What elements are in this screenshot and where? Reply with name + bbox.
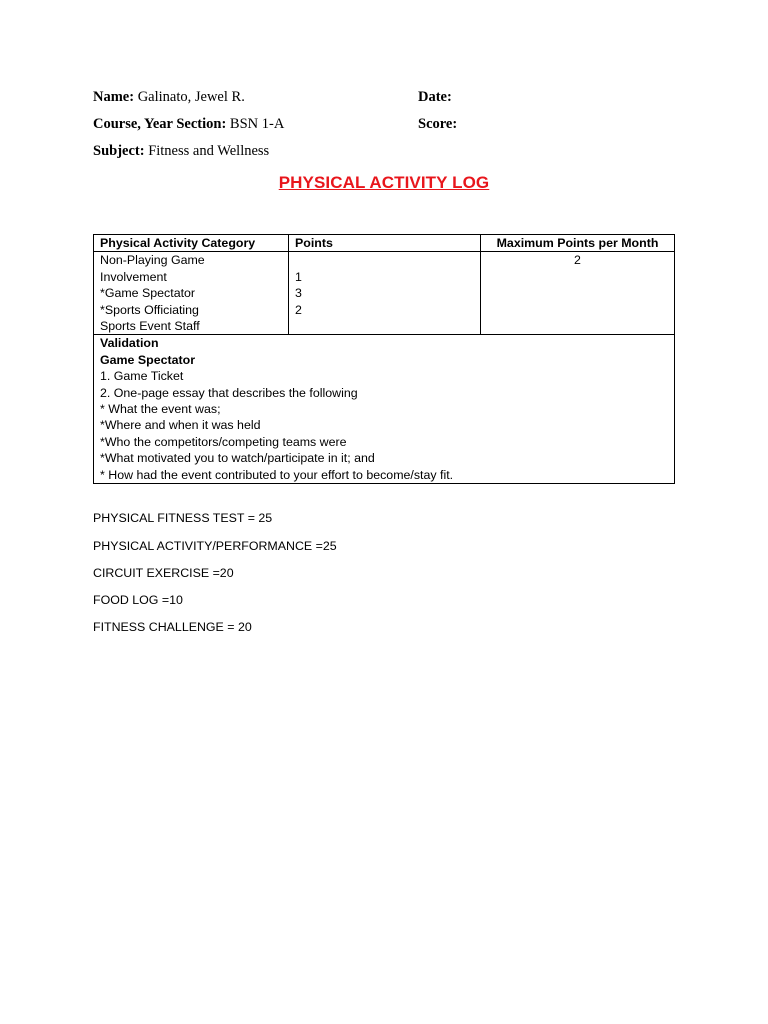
header-max-points: Maximum Points per Month bbox=[481, 235, 675, 252]
category-line: Sports Event Staff bbox=[100, 319, 200, 334]
points-line: 3 bbox=[295, 286, 302, 301]
name-value: Galinato, Jewel R. bbox=[137, 89, 245, 105]
validation-line: * How had the event contributed to your effort to become/stay fit. bbox=[100, 467, 454, 482]
validation-line: 2. One-page essay that describes the following bbox=[100, 385, 358, 400]
category-cell bbox=[94, 252, 289, 335]
summary-line: FOOD LOG =10 bbox=[93, 593, 183, 607]
points-line bbox=[295, 252, 474, 268]
validation-line: *What motivated you to watch/participate in it; and bbox=[100, 451, 375, 466]
category-line: *Sports Officiating bbox=[100, 302, 199, 317]
points-line: 1 bbox=[295, 269, 302, 284]
date-field bbox=[418, 88, 452, 106]
course-value: BSN 1-A bbox=[229, 116, 285, 132]
subject-field bbox=[93, 142, 269, 160]
table-row bbox=[94, 252, 675, 335]
name-label: Name: bbox=[93, 89, 135, 105]
score-field bbox=[418, 115, 457, 133]
summary-line: FITNESS CHALLENGE = 20 bbox=[93, 620, 252, 634]
validation-line: 1. Game Ticket bbox=[100, 369, 184, 384]
header-points: Points bbox=[289, 235, 481, 252]
points-line: 2 bbox=[295, 302, 302, 317]
page-title: PHYSICAL ACTIVITY LOG bbox=[278, 173, 490, 192]
table-header-row bbox=[94, 235, 675, 252]
validation-line: *Who the competitors/competing teams were bbox=[100, 434, 347, 449]
validation-line: * What the event was; bbox=[100, 402, 221, 417]
category-line: Non-Playing Game bbox=[100, 253, 205, 268]
subject-label: Subject: bbox=[93, 143, 145, 159]
subject-value: Fitness and Wellness bbox=[148, 143, 270, 159]
validation-cell bbox=[94, 335, 675, 484]
summary-line: PHYSICAL ACTIVITY/PERFORMANCE =25 bbox=[93, 539, 337, 553]
points-cell bbox=[289, 252, 481, 335]
validation-line: *Where and when it was held bbox=[100, 418, 261, 433]
summary-line: PHYSICAL FITNESS TEST = 25 bbox=[93, 511, 273, 525]
course-field bbox=[93, 115, 284, 133]
score-label: Score: bbox=[418, 116, 458, 132]
max-points-value: 2 bbox=[574, 253, 581, 268]
header-category: Physical Activity Category bbox=[94, 235, 289, 252]
name-field bbox=[93, 88, 245, 106]
category-line: *Game Spectator bbox=[100, 286, 196, 301]
validation-heading: Validation bbox=[100, 336, 159, 351]
validation-subheading: Game Spectator bbox=[100, 352, 196, 367]
validation-row bbox=[94, 335, 675, 484]
max-points-cell bbox=[481, 252, 675, 335]
course-label: Course, Year Section: bbox=[93, 116, 227, 132]
date-label: Date: bbox=[418, 89, 452, 105]
summary-line: CIRCUIT EXERCISE =20 bbox=[93, 566, 234, 580]
activity-table bbox=[93, 234, 675, 484]
category-line: Involvement bbox=[100, 269, 167, 284]
